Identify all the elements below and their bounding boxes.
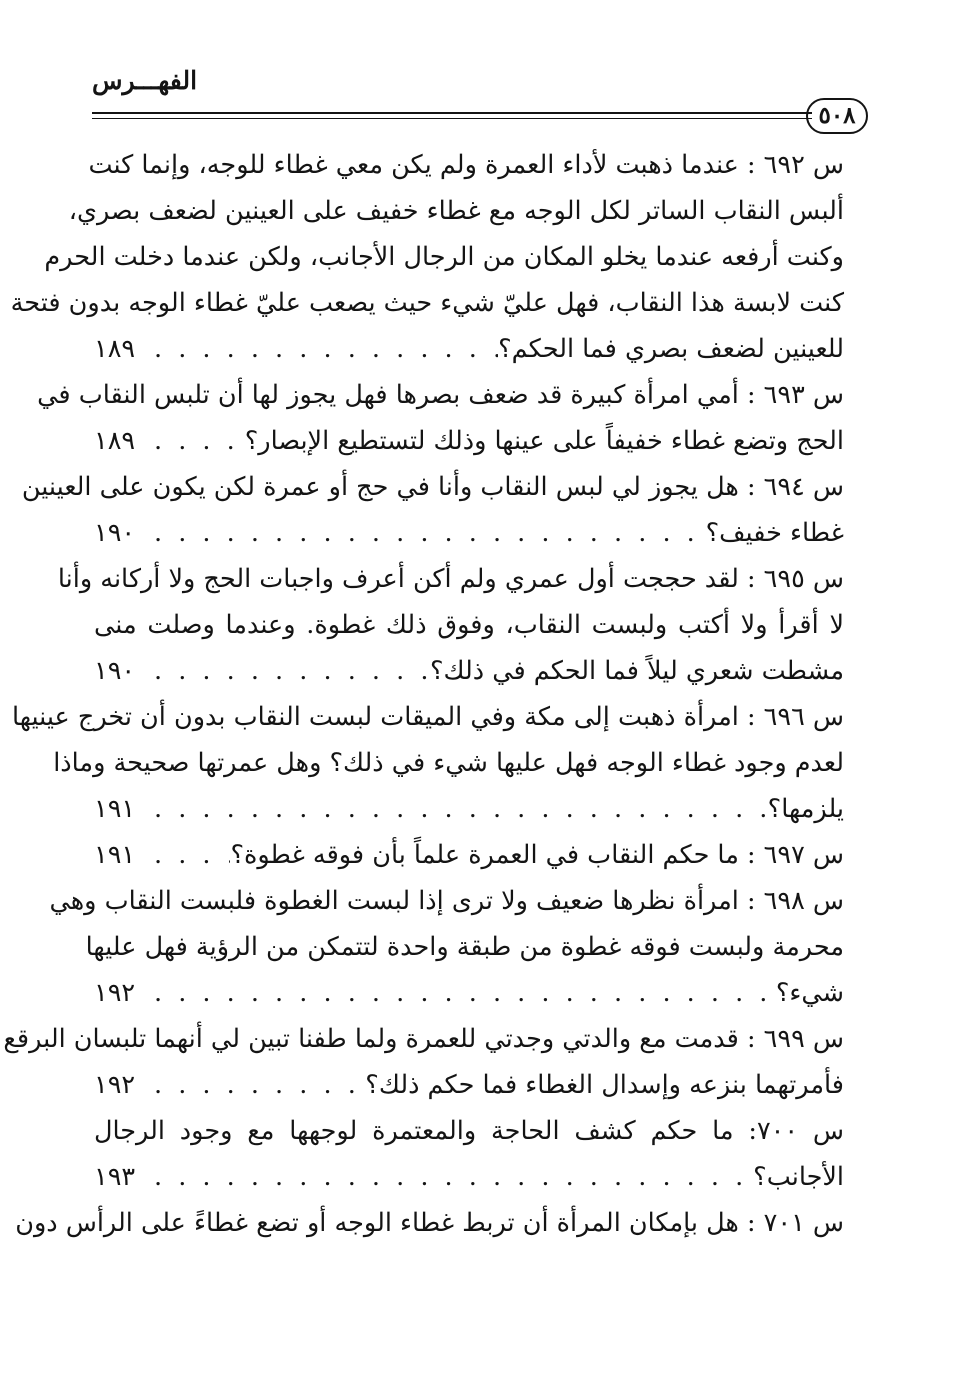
index-line	[94, 326, 844, 372]
page-reference: ١٩٢	[94, 1070, 136, 1100]
index-line	[94, 786, 844, 832]
index-line: س ٧٠١ : هل بإمكان المرأة أن تربط غطاء الوجه أو تضع غطاءً على الرأس دون	[15, 1208, 844, 1238]
page-reference: ١٩٠	[94, 656, 136, 686]
index-line: س ٦٩٢ : عندما ذهبت لأداء العمرة ولم يكن معي غطاء للوجه، وإنما كنت	[88, 150, 844, 180]
page-reference: ١٨٩	[94, 426, 136, 456]
index-line-text: شيء؟	[775, 978, 844, 1008]
page-reference: ١٩٢	[94, 978, 136, 1008]
index-line	[94, 1062, 844, 1108]
dot-leader	[142, 1062, 365, 1108]
index-line	[94, 1154, 844, 1200]
page-reference: ١٩١	[94, 794, 136, 824]
dot-leader	[142, 648, 430, 694]
dot-leader	[142, 418, 245, 464]
page-number-badge: ٥٠٨	[806, 98, 868, 134]
index-line-text: للعينين لضعف بصري فما الحكم؟	[498, 334, 844, 364]
index-line	[94, 510, 844, 556]
index-line-text: الحج وتضع غطاء خفيفاً على عينها وذلك لتستطيع الإبصار؟	[244, 426, 844, 456]
index-line: كنت لابسة هذا النقاب، فهل عليّ شيء حيث يصعب عليّ غطاء الوجه بدون فتحة	[10, 288, 844, 318]
page-reference: ١٨٩	[94, 334, 136, 364]
index-line-text: مشطت شعري ليلاً فما الحكم في ذلك؟	[429, 656, 844, 686]
dot-leader	[142, 510, 706, 556]
dot-leader	[142, 970, 776, 1016]
dot-leader	[142, 326, 498, 372]
index-line: س ٦٩٩ : قدمت مع والدتي وجدتي للعمرة ولما طفنا تبين لي أنهما تلبسان البرقع	[3, 1024, 844, 1054]
index-line: لا أقرأ ولا أكتب ولبست النقاب، وفوق ذلك غطوة. وعندما وصلت منى	[94, 610, 844, 640]
index-line-text: س ٦٩٧ : ما حكم النقاب في العمرة علماً بأن فوقه غطوة؟	[230, 840, 844, 870]
index-line	[94, 418, 844, 464]
index-line: ألبس النقاب الساتر لكل الوجه مع غطاء خفيف على العينين لضعف بصري،	[68, 196, 844, 226]
index-line: لعدم وجود غطاء الوجه فهل عليها شيء في ذلك؟ وهل عمرتها صحيحة وماذا	[53, 748, 844, 778]
index-line	[94, 832, 844, 878]
index-line: وكنت أرفعه عندما يخلو المكان من الرجال الأجانب، ولكن عندما دخلت الحرم	[44, 242, 844, 272]
running-title: الفهـــرس	[92, 66, 198, 95]
index-line: س ٦٩٦ : امرأة ذهبت إلى مكة وفي الميقات لبست النقاب بدون أن تخرج عينيها	[11, 702, 844, 732]
index-line	[94, 648, 844, 694]
index-line-text: غطاء خفيف؟	[705, 518, 844, 548]
dot-leader	[142, 1154, 753, 1200]
index-line: س ٦٩٥ : لقد حججت أول عمري ولم أكن أعرف واجبات الحج ولا أركانه وأنا	[57, 564, 844, 594]
index-line-text: يلزمها؟	[767, 794, 844, 824]
index-line: س ٦٩٨ : امرأة نظرها ضعيف ولا ترى إذا لبست الغطوة فلبست النقاب وهي	[49, 886, 844, 916]
index-line-text: الأجانب؟	[753, 1162, 844, 1192]
page-reference: ١٩١	[94, 840, 136, 870]
page-reference: ١٩٣	[94, 1162, 136, 1192]
index-line: محرمة ولبست فوقه غطوة من طبقة واحدة لتتمكن من الرؤية فهل عليها	[85, 932, 844, 962]
index-line: س ٦٩٤ : هل يجوز لي لبس النقاب وأنا في حج أو عمرة لكن يكون على العينين	[21, 472, 844, 502]
index-line: س ٧٠٠: ما حكم كشف الحاجة والمعتمرة لوجهها مع وجود الرجال	[94, 1116, 844, 1146]
page-reference: ١٩٠	[94, 518, 136, 548]
header-rule	[92, 112, 812, 114]
dot-leader	[142, 832, 230, 878]
index-entries	[3, 142, 844, 1246]
index-line	[94, 970, 844, 1016]
header-rule-thin	[92, 118, 812, 119]
index-line: س ٦٩٣ : أمي امرأة كبيرة قد ضعف بصرها فهل يجوز لها أن تلبس النقاب في	[37, 380, 844, 410]
index-line-text: فأمرتهما بنزعه وإسدال الغطاء فما حكم ذلك؟	[365, 1070, 844, 1100]
dot-leader	[142, 786, 768, 832]
